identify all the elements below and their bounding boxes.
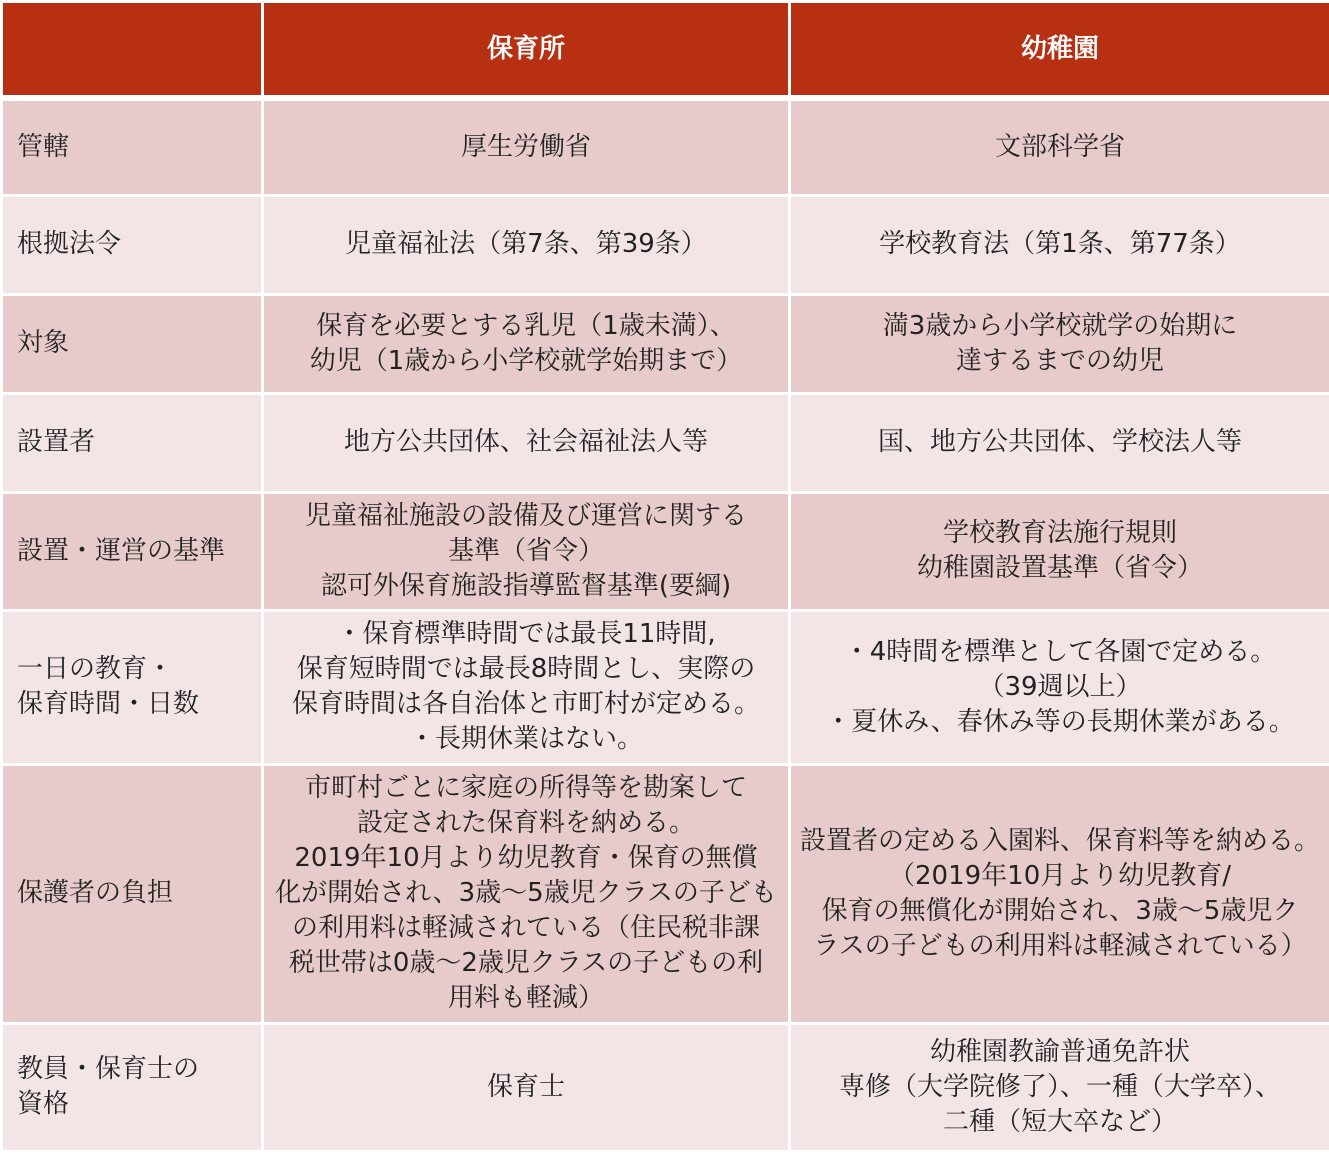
row-label-line: 根拠法令 [17, 229, 122, 259]
row-label [2, 764, 263, 1023]
yochien-cell [790, 98, 1329, 195]
yochien-cell [790, 393, 1329, 492]
header-row [2, 2, 1329, 99]
yochien-cell-line: 幼稚園教諭普通免許状 [929, 1036, 1190, 1067]
hoikusho-cell [263, 610, 790, 764]
hoikusho-cell-line: 地方公共団体、社会福祉法人等 [343, 427, 708, 457]
hoikusho-cell-line: 保育短時間では最長8時間とし、実際の [296, 654, 756, 684]
yochien-cell-line: 二種（短大卒など） [942, 1106, 1177, 1137]
hoikusho-cell-line: 幼児（1歳から小学校就学始期まで） [309, 345, 743, 376]
yochien-cell-line: 文部科学省 [994, 131, 1125, 162]
yochien-cell-line: 専修（大学院修了）、一種（大学卒）、 [838, 1071, 1281, 1102]
row-label [2, 294, 263, 393]
hoikusho-cell-line: 化が開始され、3歳～5歳児クラスの子ども [275, 878, 777, 908]
row-label [2, 195, 263, 294]
yochien-cell-line: 学校教育法（第1条、第77条） [879, 229, 1241, 259]
hoikusho-cell-line: 保育を必要とする乳児（1歳未満）、 [316, 310, 736, 341]
header-corner-cell [2, 2, 263, 99]
table-row-qualification [2, 1023, 1329, 1151]
yochien-cell [790, 1023, 1329, 1151]
hoikusho-cell [263, 1023, 790, 1151]
yochien-cell-line: 設置者の定める入園料、保育料等を納める。 [799, 825, 1320, 856]
row-label [2, 1023, 263, 1151]
table-body [2, 98, 1329, 1151]
yochien-cell-line: 国、地方公共団体、学校法人等 [877, 427, 1242, 457]
row-label [2, 393, 263, 492]
yochien-cell [790, 492, 1329, 610]
yochien-cell-line: 達するまでの幼児 [955, 345, 1164, 376]
hoikusho-cell-line: 2019年10月より幼児教育・保育の無償 [294, 843, 758, 873]
row-label-line: 資格 [17, 1089, 70, 1119]
row-label-line: 教員・保育士の [17, 1054, 200, 1084]
yochien-cell [790, 764, 1329, 1023]
hoikusho-cell [263, 195, 790, 294]
row-label-line: 保護者の負担 [17, 878, 174, 908]
hoikusho-cell-line: 保育士 [486, 1071, 565, 1102]
yochien-cell [790, 294, 1329, 393]
yochien-cell-line: （39週以上） [978, 671, 1142, 702]
table-row-jurisdiction [2, 98, 1329, 195]
table-row-legal-basis [2, 195, 1329, 294]
hoikusho-cell [263, 294, 790, 393]
header-hoikusho: 保育所 [263, 2, 790, 99]
yochien-cell-line: ・夏休み、春休み等の長期休業がある。 [825, 706, 1295, 737]
hoikusho-cell-line: ・長期休業はない。 [408, 724, 643, 754]
row-label [2, 610, 263, 764]
yochien-cell-line: 幼稚園設置基準（省令） [916, 553, 1203, 583]
hoikusho-cell-line: 税世帯は0歳～2歳児クラスの子どもの利 [288, 948, 764, 978]
hoikusho-cell [263, 98, 790, 195]
table-row-founder [2, 393, 1329, 492]
hoikusho-cell-line: 市町村ごとに家庭の所得等を勘案して [304, 773, 747, 803]
row-label-line: 設置者 [17, 427, 96, 457]
hoikusho-cell-line: 認可外保育施設指導監督基準(要綱) [320, 570, 732, 601]
hoikusho-cell-line: 児童福祉法（第7条、第39条） [345, 229, 707, 259]
hoikusho-cell-line: の利用料は軽減されている（住民税非課 [291, 913, 760, 943]
row-label-line: 対象 [17, 328, 70, 358]
yochien-cell-line: （2019年10月より幼児教育/ [888, 860, 1231, 891]
row-label-line: 一日の教育・ [17, 654, 174, 684]
hoikusho-cell-line: 保育時間は各自治体と市町村が定める。 [291, 689, 760, 719]
yochien-cell-line: 学校教育法施行規則 [942, 518, 1177, 548]
yochien-cell [790, 610, 1329, 764]
hoikusho-cell-line: 設定された保育料を納める。 [356, 808, 695, 838]
row-label-line: 保育時間・日数 [17, 689, 200, 719]
yochien-cell-line: ・4時間を標準として各園で定める。 [843, 636, 1277, 667]
table-row-standards [2, 492, 1329, 610]
yochien-cell-line: ラスの子どもの利用料は軽減されている） [813, 930, 1307, 961]
row-label [2, 492, 263, 610]
hoikusho-cell-line: 児童福祉施設の設備及び運営に関する [304, 500, 747, 531]
yochien-cell-line: 保育の無償化が開始され、3歳～5歳児ク [821, 895, 1299, 926]
hoikusho-cell-line: ・保育標準時間では最長11時間, [336, 619, 716, 649]
table-row-target [2, 294, 1329, 393]
hoikusho-cell [263, 393, 790, 492]
table-row-parent-burden [2, 764, 1329, 1023]
row-label-line: 設置・運営の基準 [17, 535, 226, 566]
yochien-cell-line: 満3歳から小学校就学の始期に [882, 310, 1238, 341]
header-yochien: 幼稚園 [790, 2, 1329, 99]
hoikusho-cell-line: 厚生労働省 [460, 131, 591, 162]
row-label [2, 98, 263, 195]
hoikusho-cell [263, 764, 790, 1023]
hoikusho-cell-line: 用料も軽減） [447, 983, 604, 1013]
table-row-daily-hours [2, 610, 1329, 764]
yochien-cell [790, 195, 1329, 294]
hoikusho-cell [263, 492, 790, 610]
hoikusho-cell-line: 基準（省令） [447, 535, 604, 566]
row-label-line: 管轄 [17, 131, 70, 162]
